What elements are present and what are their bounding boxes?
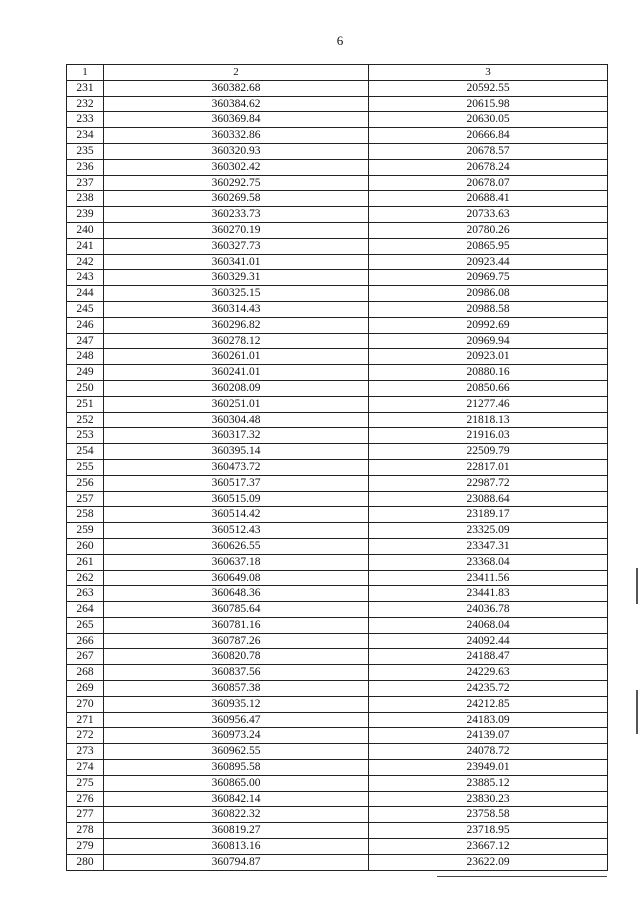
table-row [67, 159, 608, 175]
footer-rule [437, 876, 607, 877]
table-row [67, 349, 608, 365]
table-row [67, 254, 608, 270]
x-coordinate-cell: 360382.68 [104, 80, 369, 96]
table-row [67, 128, 608, 144]
x-coordinate-cell: 360895.58 [104, 760, 369, 776]
table-row [67, 649, 608, 665]
x-coordinate-cell: 360302.42 [104, 159, 369, 175]
x-coordinate-cell: 360296.82 [104, 317, 369, 333]
table-row [67, 238, 608, 254]
table-row [67, 207, 608, 223]
point-number-cell: 260 [67, 538, 104, 554]
x-coordinate-cell: 360395.14 [104, 444, 369, 460]
y-coordinate-cell: 23441.83 [369, 586, 608, 602]
table-row [67, 602, 608, 618]
x-coordinate-cell: 360304.48 [104, 412, 369, 428]
y-coordinate-cell: 20615.98 [369, 96, 608, 112]
x-coordinate-cell: 360269.58 [104, 191, 369, 207]
y-coordinate-cell: 24092.44 [369, 633, 608, 649]
x-coordinate-cell: 360626.55 [104, 538, 369, 554]
point-number-cell: 275 [67, 775, 104, 791]
point-number-cell: 240 [67, 222, 104, 238]
y-coordinate-cell: 22987.72 [369, 475, 608, 491]
point-number-cell: 278 [67, 823, 104, 839]
y-coordinate-cell: 23411.56 [369, 570, 608, 586]
x-coordinate-cell: 360329.31 [104, 270, 369, 286]
x-coordinate-cell: 360935.12 [104, 696, 369, 712]
x-coordinate-cell: 360820.78 [104, 649, 369, 665]
y-coordinate-cell: 23830.23 [369, 791, 608, 807]
point-number-cell: 232 [67, 96, 104, 112]
table-row [67, 412, 608, 428]
page-number: 6 [336, 33, 344, 48]
x-coordinate-cell: 360341.01 [104, 254, 369, 270]
header-col-3: 3 [369, 65, 608, 81]
y-coordinate-cell: 24229.63 [369, 665, 608, 681]
point-number-cell: 251 [67, 396, 104, 412]
point-number-cell: 265 [67, 617, 104, 633]
table-row [67, 665, 608, 681]
x-coordinate-cell: 360781.16 [104, 617, 369, 633]
x-coordinate-cell: 360842.14 [104, 791, 369, 807]
x-coordinate-cell: 360787.26 [104, 633, 369, 649]
y-coordinate-cell: 20678.57 [369, 143, 608, 159]
point-number-cell: 267 [67, 649, 104, 665]
x-coordinate-cell: 360837.56 [104, 665, 369, 681]
x-coordinate-cell: 360332.86 [104, 128, 369, 144]
table-row [67, 791, 608, 807]
y-coordinate-cell: 24183.09 [369, 712, 608, 728]
point-number-cell: 270 [67, 696, 104, 712]
x-coordinate-cell: 360637.18 [104, 554, 369, 570]
x-coordinate-cell: 360473.72 [104, 459, 369, 475]
x-coordinate-cell: 360822.32 [104, 807, 369, 823]
x-coordinate-cell: 360515.09 [104, 491, 369, 507]
x-coordinate-cell: 360648.36 [104, 586, 369, 602]
table-row [67, 854, 608, 870]
table-row [67, 380, 608, 396]
x-coordinate-cell: 360517.37 [104, 475, 369, 491]
table-row [67, 554, 608, 570]
table-row [67, 286, 608, 302]
table-row [67, 191, 608, 207]
y-coordinate-cell: 23325.09 [369, 523, 608, 539]
point-number-cell: 245 [67, 301, 104, 317]
table-row [67, 270, 608, 286]
x-coordinate-cell: 360327.73 [104, 238, 369, 254]
point-number-cell: 239 [67, 207, 104, 223]
point-number-cell: 271 [67, 712, 104, 728]
point-number-cell: 263 [67, 586, 104, 602]
y-coordinate-cell: 20923.44 [369, 254, 608, 270]
x-coordinate-cell: 360320.93 [104, 143, 369, 159]
point-number-cell: 234 [67, 128, 104, 144]
y-coordinate-cell: 20992.69 [369, 317, 608, 333]
x-coordinate-cell: 360794.87 [104, 854, 369, 870]
table-row [67, 491, 608, 507]
x-coordinate-cell: 360384.62 [104, 96, 369, 112]
table-row [67, 365, 608, 381]
point-number-cell: 237 [67, 175, 104, 191]
y-coordinate-cell: 20688.41 [369, 191, 608, 207]
y-coordinate-cell: 23758.58 [369, 807, 608, 823]
table-row [67, 96, 608, 112]
x-coordinate-cell: 360208.09 [104, 380, 369, 396]
x-coordinate-cell: 360962.55 [104, 744, 369, 760]
x-coordinate-cell: 360973.24 [104, 728, 369, 744]
y-coordinate-cell: 23368.04 [369, 554, 608, 570]
y-coordinate-cell: 20733.63 [369, 207, 608, 223]
point-number-cell: 247 [67, 333, 104, 349]
point-number-cell: 255 [67, 459, 104, 475]
point-number-cell: 233 [67, 112, 104, 128]
table-row [67, 823, 608, 839]
x-coordinate-cell: 360956.47 [104, 712, 369, 728]
point-number-cell: 279 [67, 839, 104, 855]
y-coordinate-cell: 20986.08 [369, 286, 608, 302]
y-coordinate-cell: 24212.85 [369, 696, 608, 712]
y-coordinate-cell: 20923.01 [369, 349, 608, 365]
x-coordinate-cell: 360325.15 [104, 286, 369, 302]
header-col-2: 2 [104, 65, 369, 81]
y-coordinate-cell: 21818.13 [369, 412, 608, 428]
x-coordinate-cell: 360785.64 [104, 602, 369, 618]
x-coordinate-cell: 360813.16 [104, 839, 369, 855]
y-coordinate-cell: 23949.01 [369, 760, 608, 776]
y-coordinate-cell: 24139.07 [369, 728, 608, 744]
x-coordinate-cell: 360278.12 [104, 333, 369, 349]
point-number-cell: 252 [67, 412, 104, 428]
x-coordinate-cell: 360261.01 [104, 349, 369, 365]
table-header-row [67, 65, 608, 81]
y-coordinate-cell: 20988.58 [369, 301, 608, 317]
y-coordinate-cell: 23189.17 [369, 507, 608, 523]
point-number-cell: 231 [67, 80, 104, 96]
table-row [67, 744, 608, 760]
x-coordinate-cell: 360819.27 [104, 823, 369, 839]
table-row [67, 396, 608, 412]
x-coordinate-cell: 360857.38 [104, 681, 369, 697]
table-row [67, 333, 608, 349]
x-coordinate-cell: 360241.01 [104, 365, 369, 381]
point-number-cell: 274 [67, 760, 104, 776]
y-coordinate-cell: 23667.12 [369, 839, 608, 855]
x-coordinate-cell: 360251.01 [104, 396, 369, 412]
y-coordinate-cell: 21916.03 [369, 428, 608, 444]
x-coordinate-cell: 360369.84 [104, 112, 369, 128]
table-row [67, 459, 608, 475]
point-number-cell: 268 [67, 665, 104, 681]
point-number-cell: 241 [67, 238, 104, 254]
x-coordinate-cell: 360512.43 [104, 523, 369, 539]
table-row [67, 112, 608, 128]
y-coordinate-cell: 20678.24 [369, 159, 608, 175]
table-row [67, 633, 608, 649]
table-row [67, 175, 608, 191]
table-row [67, 428, 608, 444]
table-row [67, 728, 608, 744]
y-coordinate-cell: 20969.75 [369, 270, 608, 286]
point-number-cell: 272 [67, 728, 104, 744]
table-row [67, 507, 608, 523]
y-coordinate-cell: 22817.01 [369, 459, 608, 475]
table-row [67, 681, 608, 697]
scan-edge-mark [636, 690, 638, 734]
x-coordinate-cell: 360865.00 [104, 775, 369, 791]
y-coordinate-cell: 20850.66 [369, 380, 608, 396]
y-coordinate-cell: 20630.05 [369, 112, 608, 128]
y-coordinate-cell: 23347.31 [369, 538, 608, 554]
table-row [67, 807, 608, 823]
table-row [67, 712, 608, 728]
point-number-cell: 264 [67, 602, 104, 618]
point-number-cell: 246 [67, 317, 104, 333]
y-coordinate-cell: 23885.12 [369, 775, 608, 791]
x-coordinate-cell: 360314.43 [104, 301, 369, 317]
point-number-cell: 277 [67, 807, 104, 823]
y-coordinate-cell: 20592.55 [369, 80, 608, 96]
x-coordinate-cell: 360317.32 [104, 428, 369, 444]
y-coordinate-cell: 24188.47 [369, 649, 608, 665]
table-row [67, 475, 608, 491]
table-row [67, 839, 608, 855]
x-coordinate-cell: 360292.75 [104, 175, 369, 191]
point-number-cell: 258 [67, 507, 104, 523]
point-number-cell: 243 [67, 270, 104, 286]
table-row [67, 538, 608, 554]
y-coordinate-cell: 21277.46 [369, 396, 608, 412]
point-number-cell: 236 [67, 159, 104, 175]
table-row [67, 586, 608, 602]
x-coordinate-cell: 360514.42 [104, 507, 369, 523]
y-coordinate-cell: 20780.26 [369, 222, 608, 238]
table-row [67, 444, 608, 460]
header-col-1: 1 [67, 65, 104, 81]
y-coordinate-cell: 24036.78 [369, 602, 608, 618]
y-coordinate-cell: 23718.95 [369, 823, 608, 839]
point-number-cell: 257 [67, 491, 104, 507]
table-row [67, 570, 608, 586]
table-row [67, 696, 608, 712]
coordinates-table [66, 64, 608, 871]
point-number-cell: 238 [67, 191, 104, 207]
point-number-cell: 261 [67, 554, 104, 570]
table-row [67, 523, 608, 539]
point-number-cell: 249 [67, 365, 104, 381]
table-row [67, 301, 608, 317]
point-number-cell: 273 [67, 744, 104, 760]
point-number-cell: 259 [67, 523, 104, 539]
x-coordinate-cell: 360270.19 [104, 222, 369, 238]
table-row [67, 80, 608, 96]
point-number-cell: 254 [67, 444, 104, 460]
table-row [67, 775, 608, 791]
point-number-cell: 266 [67, 633, 104, 649]
point-number-cell: 269 [67, 681, 104, 697]
table-row [67, 760, 608, 776]
point-number-cell: 262 [67, 570, 104, 586]
y-coordinate-cell: 24078.72 [369, 744, 608, 760]
table-row [67, 617, 608, 633]
point-number-cell: 276 [67, 791, 104, 807]
table-row [67, 317, 608, 333]
y-coordinate-cell: 22509.79 [369, 444, 608, 460]
y-coordinate-cell: 20880.16 [369, 365, 608, 381]
y-coordinate-cell: 24235.72 [369, 681, 608, 697]
y-coordinate-cell: 20865.95 [369, 238, 608, 254]
point-number-cell: 253 [67, 428, 104, 444]
point-number-cell: 244 [67, 286, 104, 302]
y-coordinate-cell: 23088.64 [369, 491, 608, 507]
x-coordinate-cell: 360233.73 [104, 207, 369, 223]
point-number-cell: 280 [67, 854, 104, 870]
point-number-cell: 242 [67, 254, 104, 270]
y-coordinate-cell: 23622.09 [369, 854, 608, 870]
table-row [67, 222, 608, 238]
table-row [67, 143, 608, 159]
y-coordinate-cell: 20969.94 [369, 333, 608, 349]
y-coordinate-cell: 20666.84 [369, 128, 608, 144]
point-number-cell: 235 [67, 143, 104, 159]
point-number-cell: 250 [67, 380, 104, 396]
scan-edge-mark [636, 568, 638, 604]
y-coordinate-cell: 24068.04 [369, 617, 608, 633]
point-number-cell: 256 [67, 475, 104, 491]
x-coordinate-cell: 360649.08 [104, 570, 369, 586]
y-coordinate-cell: 20678.07 [369, 175, 608, 191]
point-number-cell: 248 [67, 349, 104, 365]
